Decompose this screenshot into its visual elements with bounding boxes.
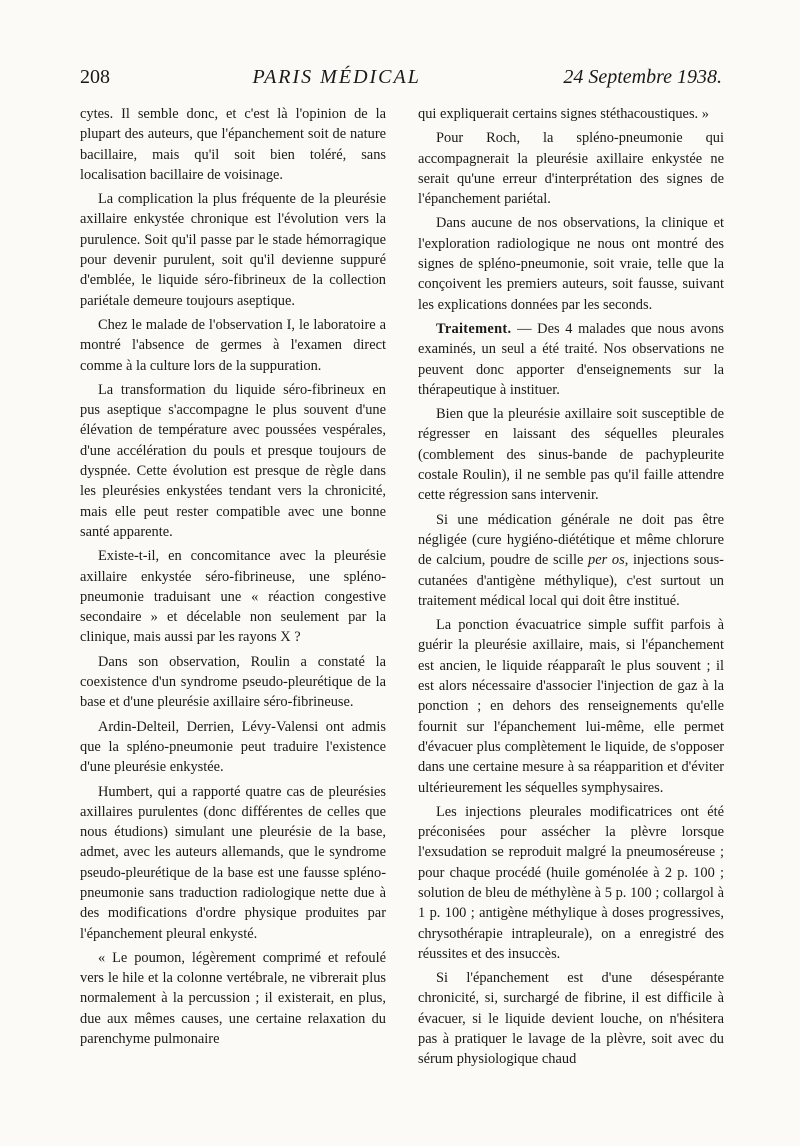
right-column — [418, 104, 724, 1074]
paragraph: Chez le malade de l'observation I, le laboratoire a montré l'absence de germes à l'examen direct comme à la culture lors de la suppuration. — [80, 316, 386, 374]
paragraph: La ponction évacuatrice simple suffit parfois à guérir la pleurésie axillaire, mais, si l'épanchement est ancien, le liquide réapparaît le plus souvent ; il est alors nécessaire d'associer l'injection de gaz à la ponction ; en dehors des renseignements qu'elle fournit sur l'épanchement lui-même, elle permet d'évacuer plus complètement le liquide, de s'opposer dans une certaine mesure à sa réapparition et d'éviter ultérieurement les séquelles symphysaires. — [418, 617, 724, 796]
section-heading: Traitement. — [436, 320, 512, 337]
paragraph: Dans aucune de nos observations, la clinique et l'exploration radiologique ne nous ont montré des signes de spléno-pneumonie, soit vraie, telle que la conçoivent les premiers auteurs, soit fausse, suivant les explications données par les seconds. — [418, 215, 724, 313]
paragraph: Si l'épanchement est d'une désespérante chronicité, si, surchargé de fibrine, il est difficile à évacuer, si le liquide devient louche, on n'hésitera pas à pratiquer le lavage de la plèvre, soit avec du sérum physiologique chaud — [418, 970, 724, 1068]
paragraph: La transformation du liquide séro-fibrineux en pus aseptique s'accompagne le plus souvent d'une élévation de température avec poussées vespérales, d'une accélération du pouls et presque toujours de dyspnée. Cette évolution est presque de règle dans les pleurésies enkystées tendant vers la chronicité, mais elle peut rester compatible avec une bonne santé apparente. — [80, 381, 386, 540]
paragraph: Dans son observation, Roulin a constaté la coexistence d'un syndrome pseudo-pleurétique de la base et d'une pleurésie axillaire séro-fibrineuse. — [80, 653, 386, 711]
left-column — [80, 104, 386, 1053]
paragraph-text: Si une médication générale ne doit pas être négligée (cure hygiéno-diététique et même chlorure de calcium, poudre de scille — [418, 511, 724, 569]
journal-title: PARIS MÉDICAL — [252, 66, 421, 88]
paragraph: Pour Roch, la spléno-pneumonie qui accompagnerait la pleurésie axillaire enkystée ne serait qu'une erreur d'interprétation des signes de l'épanchement pariétal. — [418, 130, 724, 208]
paragraph: Bien que la pleurésie axillaire soit susceptible de régresser en laissant des séquelles pleurales (comblement des sinus-bande de pachypleurite costale Roulin), il ne semble pas qu'il faille attendre cette régression sans intervenir. — [418, 406, 724, 504]
paragraph: Existe-t-il, en concomitance avec la pleurésie axillaire enkystée séro-fibrineuse, une spléno-pneumonie traduisant une « réaction congestive secondaire » et décelable non seulement par la clinique, mais aussi par les rayons X ? — [80, 548, 386, 646]
paragraph: Les injections pleurales modificatrices ont été préconisées pour assécher la plèvre lorsque l'exsudation se reproduit malgré la pneumoséreuse ; pour chaque procédé (huile goménolée à 2 p. 100 ; solution de bleu de méthylène à 5 p. 100 ; collargol à 1 p. 100 ; antigène méthylique à doses progressives, chrysothérapie intrapleurale), on a enregistré des réussites et des insuccès. — [418, 803, 724, 962]
page-number: 208 — [80, 66, 110, 88]
paragraph: Humbert, qui a rapporté quatre cas de pleurésies axillaires purulentes (donc différentes de celles que nous étudions) simulant une pleurésie de la base, admet, avec les auteurs allemands, que le syndrome pseudo-pleurétique de la base est une fausse spléno-pneumonie sans traduction radiologique nette due à des modifications d'ordre physique produites par l'épanchement pleural enkysté. — [80, 783, 386, 942]
paragraph: cytes. Il semble donc, et c'est là l'opinion de la plupart des auteurs, que l'épanchement soit de nature bacillaire, mais qu'il soit bien toléré, sans localisation bacillaire de voisinage. — [80, 106, 386, 183]
latin-term: per os — [588, 552, 625, 569]
paragraph: « Le poumon, légèrement comprimé et refoulé vers le hile et la colonne vertébrale, ne vibrerait plus normalement à la percussion ; il existerait, en plus, due aux mêmes causes, une certaine relaxation du parenchyme pulmonaire — [80, 949, 386, 1048]
running-header — [80, 66, 722, 100]
paragraph-text: — Des 4 malades que nous avons examinés, un seul a été traité. Nos observations ne peuvent donc apporter d'enseignements sur la thérapeutique à instituer. — [418, 320, 724, 398]
paragraph-text: , injections sous-cutanées d'antigène méthylique), c'est surtout un traitement médical local qui doit être institué. — [418, 552, 724, 609]
paragraph: qui expliquerait certains signes stéthacoustiques. » — [418, 106, 709, 122]
paragraph: Ardin-Delteil, Derrien, Lévy-Valensi ont admis que la spléno-pneumonie peut traduire l'existence d'une pleurésie enkystée. — [80, 718, 386, 776]
paragraph: La complication la plus fréquente de la pleurésie axillaire enkystée chronique est l'évolution vers la purulence. Soit qu'il passe par le stade hémorragique pour devenir purulent, soit qu'il devienne suppuré d'emblée, le liquide séro-fibrineux de la collection pariétale demeure toujours aseptique. — [80, 191, 386, 309]
issue-date: 24 Septembre 1938. — [563, 66, 722, 88]
treatment-paragraph — [418, 319, 724, 400]
medication-paragraph — [418, 510, 724, 611]
